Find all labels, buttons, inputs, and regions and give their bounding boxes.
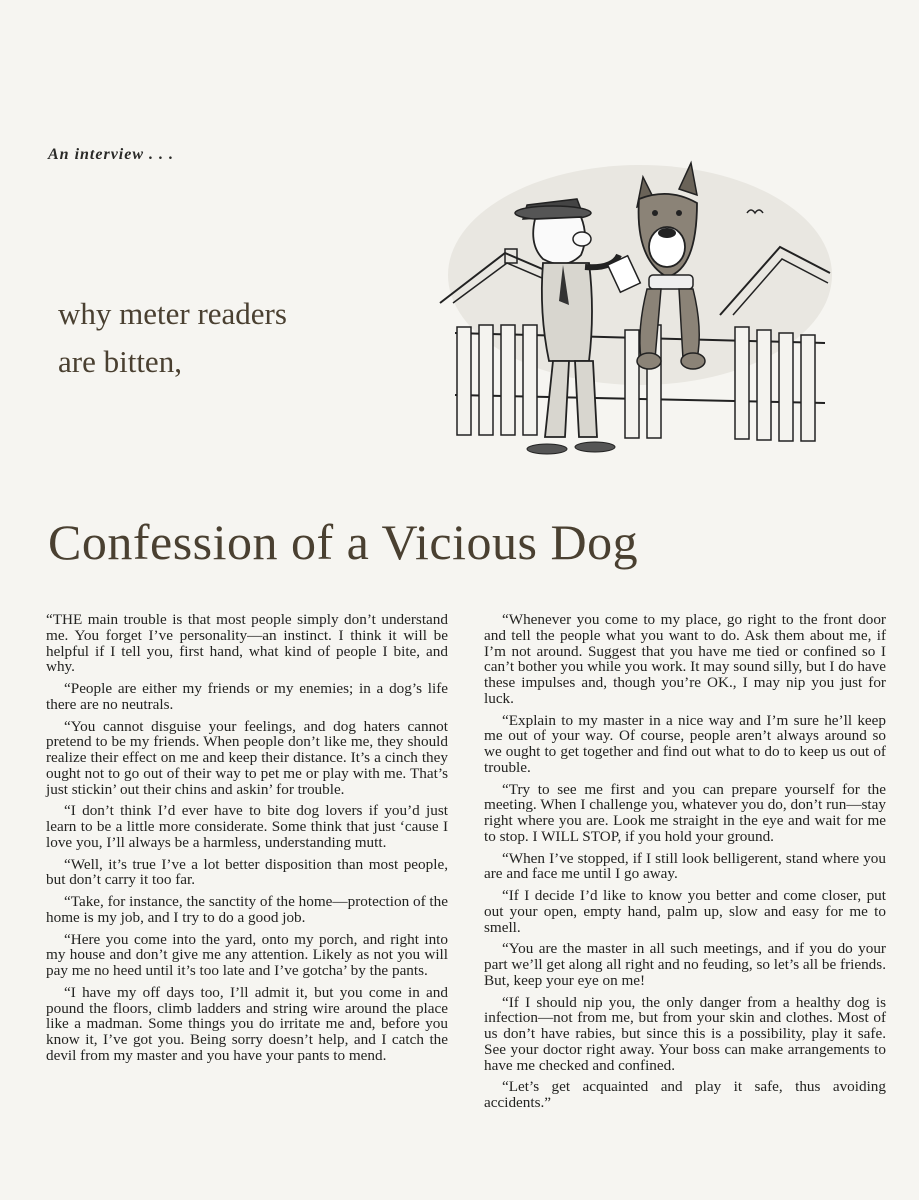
paragraph: “THE main trouble is that most people simply don’t understand me. You forget I’ve personality—an instinct. I think it will be helpful if I tell you, first hand, what kind of people I bite, and why. bbox=[46, 611, 448, 676]
article-title: Confession of a Vicious Dog bbox=[48, 514, 639, 570]
paragraph: “People are either my friends or my enemies; in a dog’s life there are no neutrals. bbox=[46, 680, 448, 713]
paragraph: “I don’t think I’d ever have to bite dog lovers if you’d just learn to be a little more considerate. Some think that just ‘cause I love you, I’ll always be a harmless, understanding mutt. bbox=[46, 802, 448, 851]
paragraph: “I have my off days too, I’ll admit it, but you come in and pound the floors, climb ladders and string wire around the place like a madman. Some things you do irritate me and, before you know it, I’ve got you. Being sorry doesn’t help, and I catch the devil from my master and you have your pants to mend. bbox=[46, 983, 448, 1064]
man-and-dog-illustration bbox=[435, 155, 835, 465]
left-column bbox=[46, 612, 448, 1070]
paragraph: “Here you come into the yard, onto my porch, and right into my house and don’t give me any attention. Likely as not you will pay me no heed until it’s too late and I’ve gotcha’ by the pants. bbox=[46, 930, 448, 979]
paragraph: “Whenever you come to my place, go right to the front door and tell the people what you want to do. Ask them about me, if I’m not around. Suggest that you have me tied or confined so I can’t bother you while you work. It may sound silly, but I do have these impulses and, though you’re OK., I may nip you just for luck. bbox=[484, 611, 886, 707]
paragraph: “You cannot disguise your feelings, and dog haters cannot pretend to be my friends. When people don’t like me, they should realize their effect on me and keep their distance. It’s a cinch they ought not to go out of their way to pet me or play with me. That’s just stickin’ out their chins and askin’ for trouble. bbox=[46, 717, 448, 798]
subtitle bbox=[58, 290, 287, 386]
paragraph: “When I’ve stopped, if I still look belligerent, stand where you are and face me until I go away. bbox=[484, 849, 886, 883]
paragraph: “Take, for instance, the sanctity of the home—protection of the home is my job, and I try to do a good job. bbox=[46, 893, 448, 926]
right-column bbox=[484, 612, 886, 1117]
paragraph: “If I should nip you, the only danger from a healthy dog is infection—not from me, but from your skin and clothes. Most of us don’t have rabies, but since this is a possibility, play it safe. See your doctor right away. Your boss can make arrangements to have me checked and confined. bbox=[484, 993, 886, 1074]
paragraph: “Explain to my master in a nice way and I’m sure he’ll keep me out of your way. Of course, people aren’t always around so we ought to get together and find out what to do to keep us out of trouble. bbox=[484, 711, 886, 776]
paragraph: “Well, it’s true I’ve a lot better disposition than most people, but don’t carry it too far. bbox=[46, 855, 448, 889]
paragraph: “If I decide I’d like to know you better and come closer, put out your open, empty hand, palm up, slow and easy for me to smell. bbox=[484, 887, 886, 936]
fence bbox=[457, 325, 815, 441]
paragraph: “Try to see me first and you can prepare yourself for the meeting. When I challenge you, whatever you do, don’t run—stay right where you are. Look me straight in the eye and wait for me to stop. I WILL STOP, if you hold your ground. bbox=[484, 780, 886, 845]
paragraph: “You are the master in all such meetings, and if you do your part we’ll get along all right and no feuding, so let’s all be friends. But, keep your eye on me! bbox=[484, 940, 886, 989]
kicker: An interview . . . bbox=[48, 146, 175, 163]
paragraph: “Let’s get acquainted and play it safe, thus avoiding accidents.” bbox=[484, 1078, 886, 1111]
subtitle-line-1: why meter readers bbox=[58, 296, 287, 331]
subtitle-line-2: are bitten, bbox=[58, 344, 182, 379]
